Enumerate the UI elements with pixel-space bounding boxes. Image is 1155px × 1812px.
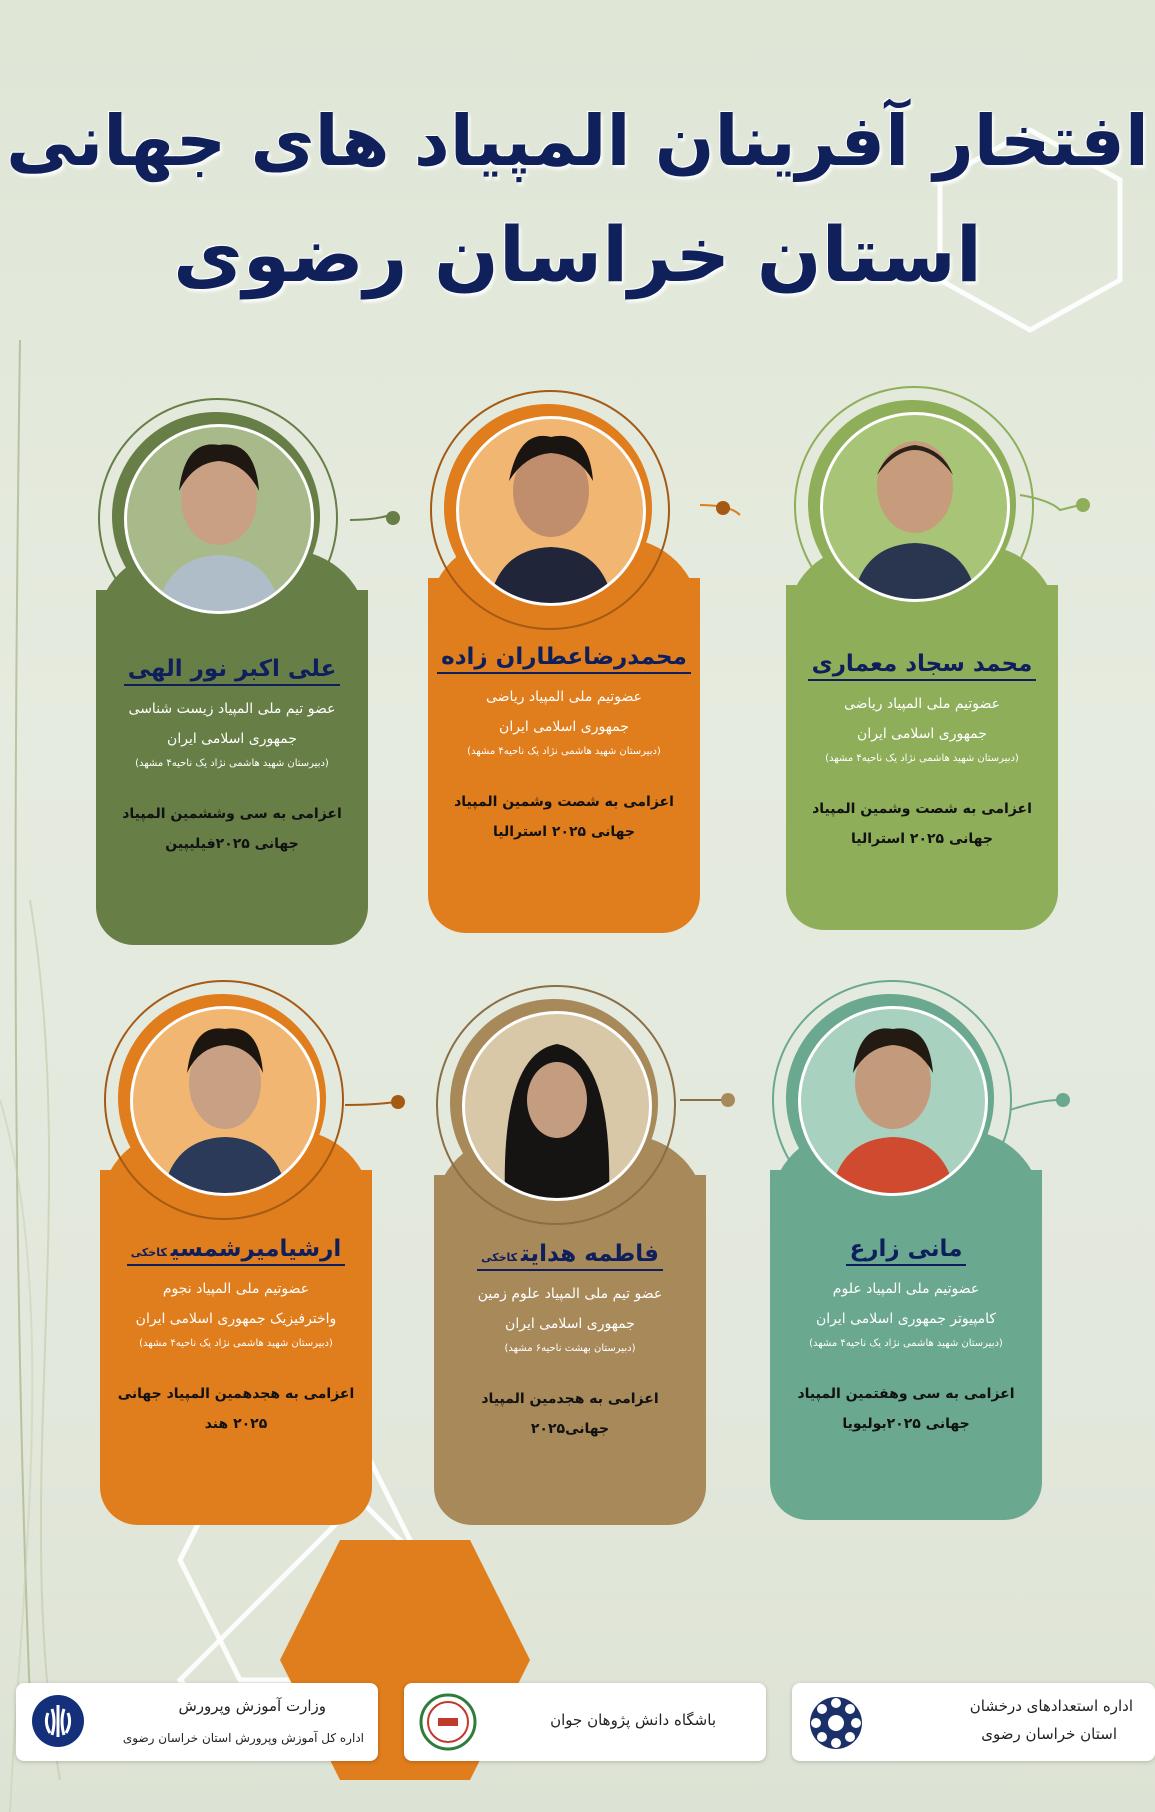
student-photo-frame — [98, 398, 338, 638]
student-card-attaranzadeh — [428, 578, 700, 933]
student-award: اعزامی به شصت وشمین المپیاد جهانی ۲۰۲۵ استرالیا — [812, 801, 1032, 847]
student-name: محمدرضاعطاران زاده — [437, 644, 691, 674]
student-school: (دبیرستان شهید هاشمی نژاد یک ناحیه۴ مشهد) — [135, 758, 329, 769]
student-name: علی اکبر نور الهی — [124, 656, 341, 686]
student-award: اعزامی به سی وششمین المپیاد جهانی ۲۰۲۵فیلیپین — [122, 806, 342, 852]
student-photo — [462, 1011, 652, 1201]
student-school: (دبیرستان شهید هاشمی نژاد یک ناحیه۴ مشهد) — [467, 746, 661, 757]
footer-education-ministry — [16, 1683, 378, 1761]
page-title: افتخار آفرینان المپیاد های جهانی — [6, 100, 1149, 182]
student-name-suffix: کاخکی — [130, 1246, 167, 1259]
student-photo-frame — [436, 985, 676, 1225]
student-card-zare — [770, 1170, 1042, 1520]
student-photo — [798, 1006, 988, 1196]
student-photo — [124, 424, 314, 614]
student-description: عضو تیم ملی المپیاد زیست شناسی جمهوری اسلامی ایران — [128, 701, 336, 747]
student-description: عضوتیم ملی المپیاد علوم کامپیوتر جمهوری اسلامی ایران — [815, 1281, 997, 1327]
page-subtitle: استان خراسان رضوی — [173, 210, 982, 299]
student-school: (دبیرستان شهید هاشمی نژاد یک ناحیه۴ مشهد) — [825, 753, 1019, 764]
young-scholars-club-title: باشگاه دانش پژوهان جوان — [550, 1711, 716, 1729]
student-name: محمد سجاد معماری — [808, 651, 1037, 681]
student-card-hedayat — [434, 1175, 706, 1525]
student-photo — [456, 416, 646, 606]
student-card-noorelahi — [96, 590, 368, 945]
student-award: اعزامی به سی وهفتمین المپیاد جهانی ۲۰۲۵بولیویا — [797, 1386, 1015, 1432]
student-photo — [130, 1006, 320, 1196]
student-description: عضوتیم ملی المپیاد نجوم واخترفیزیک جمهوری اسلامی ایران — [135, 1281, 337, 1327]
student-school: (دبیرستان شهید هاشمی نژاد یک ناحیه۴ مشهد) — [139, 1338, 333, 1349]
student-card-memari — [786, 585, 1058, 930]
young-scholars-club-logo — [418, 1692, 478, 1752]
ministry-subtitle: اداره کل آموزش وپرورش استان خراسان رضوی — [122, 1731, 364, 1745]
student-photo-frame — [794, 386, 1034, 626]
footer-gifted-office — [792, 1683, 1155, 1761]
student-card-mirshamsi — [100, 1170, 372, 1525]
student-name: فاطمه هدایتکاخکی — [477, 1241, 663, 1271]
footer-young-scholars-club — [404, 1683, 766, 1761]
student-photo-frame — [104, 980, 344, 1220]
student-school: (دبیرستان بهشت ناحیه۶ مشهد) — [504, 1343, 636, 1354]
student-award: اعزامی به هجدمین المپیاد جهانی۲۰۲۵ — [481, 1391, 659, 1437]
student-description: عضوتیم ملی المپیاد ریاضی جمهوری اسلامی ایران — [844, 696, 1000, 742]
ministry-title: وزارت آموزش وپرورش — [178, 1697, 326, 1715]
student-school: (دبیرستان شهید هاشمی نژاد یک ناحیه۴ مشهد) — [809, 1338, 1003, 1349]
gifted-office-subtitle: استان خراسان رضوی — [981, 1725, 1117, 1743]
student-description: عضوتیم ملی المپیاد ریاضی جمهوری اسلامی ایران — [486, 689, 642, 735]
student-photo — [820, 412, 1010, 602]
student-award: اعزامی به شصت وشمین المپیاد جهانی ۲۰۲۵ استرالیا — [454, 794, 674, 840]
student-name: ارشیامیرشمسیکاخکی — [127, 1236, 346, 1266]
student-name-suffix: کاخکی — [481, 1251, 518, 1264]
gifted-office-title: اداره استعدادهای درخشان — [969, 1697, 1133, 1715]
student-photo-frame — [430, 390, 670, 630]
gifted-office-logo — [806, 1693, 866, 1753]
student-name: مانی زارع — [846, 1236, 967, 1266]
student-photo-frame — [772, 980, 1012, 1220]
iran-emblem-logo — [30, 1693, 86, 1749]
student-award: اعزامی به هجدهمین المپیاد جهانی ۲۰۲۵ هند — [117, 1386, 355, 1432]
student-description: عضو تیم ملی المپیاد علوم زمین جمهوری اسلامی ایران — [477, 1286, 663, 1332]
